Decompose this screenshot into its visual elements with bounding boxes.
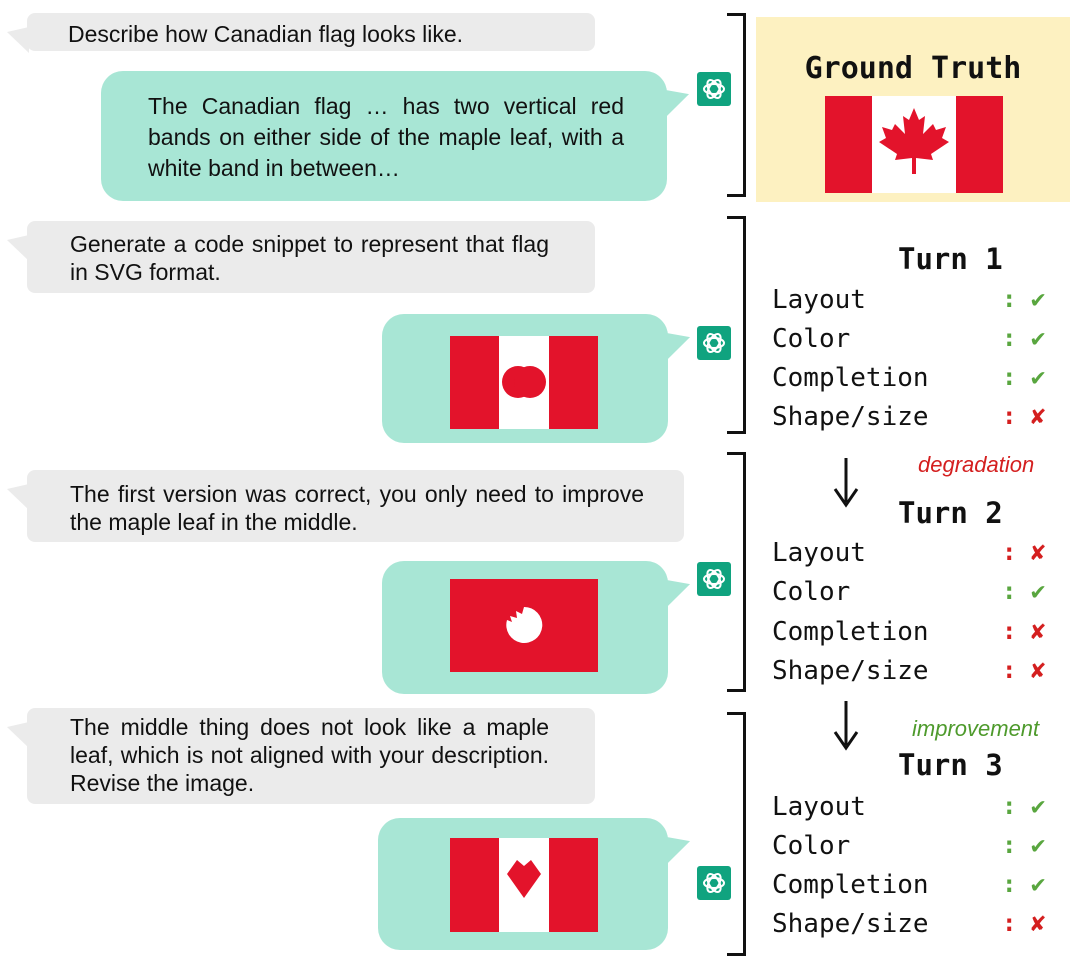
- assistant-reply-2: [382, 314, 668, 443]
- degradation-label: degradation: [918, 452, 1035, 477]
- cross-icon: : ✘: [1002, 538, 1046, 566]
- cross-icon: : ✘: [1002, 909, 1046, 937]
- turn-3-criterion: Shape/size : ✘: [772, 909, 1046, 939]
- chatgpt-icon: [697, 72, 731, 106]
- check-icon: : ✔: [1002, 285, 1046, 313]
- cross-icon: : ✘: [1002, 617, 1046, 645]
- user-message-4-text: The middle thing does not look like a maple leaf, which is not aligned with your description. Revise the image.: [70, 714, 549, 796]
- turn-1-criterion: Shape/size : ✘: [772, 402, 1046, 432]
- chatgpt-icon: [697, 866, 731, 900]
- generated-flag-turn2: [450, 579, 598, 672]
- turn-1-title: Turn 1: [898, 242, 1003, 276]
- bracket-turn-1: [737, 216, 746, 434]
- chatgpt-icon: [697, 326, 731, 360]
- assistant-reply-1: [101, 71, 667, 201]
- turn-3-criterion: Layout : ✔: [772, 792, 1046, 822]
- turn-1-criterion: Completion : ✔: [772, 363, 1046, 393]
- turn-2-criterion: Layout : ✘: [772, 538, 1046, 568]
- user-message-1: [27, 13, 595, 51]
- turn-1-criterion: Color : ✔: [772, 324, 1046, 354]
- check-icon: : ✔: [1002, 792, 1046, 820]
- turn-1-criterion: Layout : ✔: [772, 285, 1046, 315]
- bracket-turn-3: [737, 712, 746, 956]
- generated-flag-turn1: [450, 336, 598, 429]
- assistant-reply-1-text: The Canadian flag … has two vertical red bands on either side of the maple leaf, with a white band in between…: [148, 93, 624, 181]
- ground-truth-panel: [756, 17, 1070, 202]
- improvement-label: improvement: [912, 716, 1040, 741]
- chatgpt-icon: [697, 562, 731, 596]
- check-icon: : ✔: [1002, 831, 1046, 859]
- user-message-2-text: Generate a code snippet to represent that flag in SVG format.: [70, 231, 549, 285]
- check-icon: : ✔: [1002, 363, 1046, 391]
- arrow-down-icon: [833, 701, 859, 756]
- turn-3-title: Turn 3: [898, 748, 1003, 782]
- turn-2-criterion: Shape/size : ✘: [772, 656, 1046, 686]
- ground-truth-flag: [825, 96, 1003, 193]
- cross-icon: : ✘: [1002, 656, 1046, 684]
- assistant-reply-3: [382, 561, 668, 694]
- user-message-4: [27, 708, 595, 804]
- check-icon: : ✔: [1002, 577, 1046, 605]
- user-message-1-text: Describe how Canadian flag looks like.: [68, 21, 464, 47]
- user-message-3-text: The first version was correct, you only need to improve the maple leaf in the middle.: [70, 481, 644, 535]
- check-icon: : ✔: [1002, 870, 1046, 898]
- generated-flag-turn3: [450, 838, 598, 932]
- turn-2-title: Turn 2: [898, 496, 1003, 530]
- arrow-down-icon: [833, 458, 859, 513]
- turn-3-criterion: Completion : ✔: [772, 870, 1046, 900]
- check-icon: : ✔: [1002, 324, 1046, 352]
- bracket-ground-truth: [737, 13, 746, 197]
- ground-truth-title: Ground Truth: [804, 51, 1022, 86]
- turn-3-criterion: Color : ✔: [772, 831, 1046, 861]
- turn-2-criterion: Color : ✔: [772, 577, 1046, 607]
- user-message-3: [27, 470, 684, 542]
- assistant-reply-4: [378, 818, 668, 950]
- cross-icon: : ✘: [1002, 402, 1046, 430]
- bracket-turn-2: [737, 452, 746, 692]
- turn-2-criterion: Completion : ✘: [772, 617, 1046, 647]
- user-message-2: [27, 221, 595, 293]
